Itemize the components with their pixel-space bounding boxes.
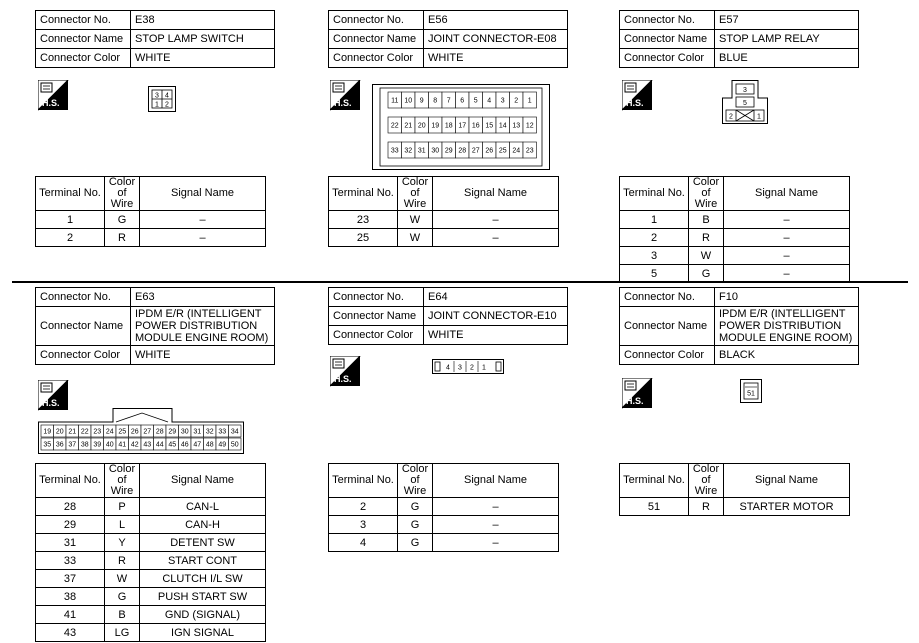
terminal-table-e56 bbox=[328, 176, 559, 247]
pin-label: 20 bbox=[55, 428, 64, 436]
svg-text:H.S.: H.S. bbox=[626, 98, 644, 108]
connector-name-value: IPDM E/R (INTELLIGENT POWER DISTRIBUTION MODULE ENGINE ROOM) bbox=[131, 307, 275, 346]
pin-label: 36 bbox=[55, 441, 64, 449]
table-row: 4 G – bbox=[329, 534, 559, 552]
connector-color-value: WHITE bbox=[424, 326, 568, 345]
pin-label: 28 bbox=[155, 428, 164, 436]
label-connector-color: Connector Color bbox=[620, 49, 715, 68]
label-connector-name: Connector Name bbox=[620, 30, 715, 49]
pin-label: 25 bbox=[498, 147, 507, 155]
pin-label: 4 bbox=[487, 97, 492, 105]
pin-label: 2 bbox=[729, 113, 733, 121]
table-row: 25 W – bbox=[329, 229, 559, 247]
pin-label: 8 bbox=[433, 97, 438, 105]
table-row: 38 G PUSH START SW bbox=[36, 588, 266, 606]
label-connector-no: Connector No. bbox=[329, 288, 424, 307]
signal-name-header: Signal Name bbox=[433, 177, 559, 211]
pin-label: 38 bbox=[80, 441, 89, 449]
wire-color-header: Color of Wire bbox=[105, 464, 140, 498]
terminal-table-e38 bbox=[35, 176, 266, 247]
pin-label: 9 bbox=[419, 97, 424, 105]
wire-color-header: Color of Wire bbox=[398, 177, 433, 211]
wire-color-header: Color of Wire bbox=[689, 177, 724, 211]
pin-label: 45 bbox=[168, 441, 177, 449]
label-connector-color: Connector Color bbox=[620, 346, 715, 365]
label-connector-no: Connector No. bbox=[620, 288, 715, 307]
wire-color-header: Color of Wire bbox=[105, 177, 140, 211]
pin-label: 7 bbox=[446, 97, 451, 105]
table-row: 3 G – bbox=[329, 516, 559, 534]
terminal-no-header: Terminal No. bbox=[329, 464, 398, 498]
section-divider bbox=[12, 281, 908, 283]
connector-info-f10 bbox=[619, 287, 859, 365]
table-row: 3 W – bbox=[620, 247, 850, 265]
signal-name-header: Signal Name bbox=[724, 464, 850, 498]
pin-label: 19 bbox=[43, 428, 52, 436]
pin-label: 23 bbox=[93, 428, 102, 436]
table-row: 37 W CLUTCH I/L SW bbox=[36, 570, 266, 588]
label-connector-color: Connector Color bbox=[36, 49, 131, 68]
pin-label: 41 bbox=[118, 441, 127, 449]
hs-symbol-icon bbox=[330, 356, 362, 397]
pin-label: 1 bbox=[757, 113, 761, 121]
svg-text:H.S.: H.S. bbox=[334, 374, 352, 384]
pin-label: 28 bbox=[458, 147, 467, 155]
connector-color-value: WHITE bbox=[131, 346, 275, 365]
table-row: 2 G – bbox=[329, 498, 559, 516]
connector-no-value: E57 bbox=[715, 11, 859, 30]
pin-label: 15 bbox=[485, 122, 494, 130]
pin-label: 3 bbox=[500, 97, 505, 105]
pin-label: 26 bbox=[485, 147, 494, 155]
table-row: 51 R STARTER MOTOR bbox=[620, 498, 850, 516]
connector-face-e38 bbox=[148, 86, 176, 112]
connector-name-value: STOP LAMP SWITCH bbox=[131, 30, 275, 49]
table-row: 23 W – bbox=[329, 211, 559, 229]
terminal-table-e63 bbox=[35, 463, 266, 642]
hs-symbol-icon bbox=[622, 80, 654, 121]
pin-label: 2 bbox=[470, 364, 474, 372]
pin-label: 44 bbox=[155, 441, 164, 449]
pin-label: 21 bbox=[68, 428, 77, 436]
label-connector-color: Connector Color bbox=[36, 346, 131, 365]
pin-label: 25 bbox=[118, 428, 127, 436]
label-connector-name: Connector Name bbox=[36, 307, 131, 346]
pin-label: 31 bbox=[417, 147, 426, 155]
pin-label: 29 bbox=[444, 147, 453, 155]
signal-name-header: Signal Name bbox=[724, 177, 850, 211]
label-connector-name: Connector Name bbox=[36, 30, 131, 49]
connector-info-e64 bbox=[328, 287, 568, 345]
label-connector-no: Connector No. bbox=[36, 11, 131, 30]
label-connector-name: Connector Name bbox=[329, 30, 424, 49]
pin-label: 42 bbox=[130, 441, 139, 449]
pin-label: 16 bbox=[471, 122, 480, 130]
signal-name-header: Signal Name bbox=[140, 177, 266, 211]
table-row: 2 R – bbox=[620, 229, 850, 247]
connector-no-value: E63 bbox=[131, 288, 275, 307]
svg-text:H.S.: H.S. bbox=[334, 98, 352, 108]
pin-label: 22 bbox=[80, 428, 89, 436]
connector-name-value: STOP LAMP RELAY bbox=[715, 30, 859, 49]
connector-no-value: E38 bbox=[131, 11, 275, 30]
label-connector-color: Connector Color bbox=[329, 49, 424, 68]
pin-label: 31 bbox=[193, 428, 202, 436]
pin-label: 5 bbox=[473, 97, 478, 105]
pin-label: 32 bbox=[205, 428, 214, 436]
pin-label: 10 bbox=[404, 97, 413, 105]
connector-color-value: BLACK bbox=[715, 346, 859, 365]
label-connector-name: Connector Name bbox=[620, 307, 715, 346]
hs-symbol-icon bbox=[38, 80, 70, 121]
pin-label: 3 bbox=[458, 364, 462, 372]
svg-text:H.S.: H.S. bbox=[42, 98, 60, 108]
pin-label: 27 bbox=[143, 428, 152, 436]
terminal-table-e57 bbox=[619, 176, 850, 283]
terminal-table-f10 bbox=[619, 463, 850, 516]
terminal-no-header: Terminal No. bbox=[329, 177, 398, 211]
svg-text:H.S.: H.S. bbox=[42, 398, 60, 408]
svg-text:H.S.: H.S. bbox=[626, 396, 644, 406]
pin-label: 30 bbox=[431, 147, 440, 155]
table-row: 1 G – bbox=[36, 211, 266, 229]
wire-color-header: Color of Wire bbox=[398, 464, 433, 498]
pin-label: 49 bbox=[218, 441, 227, 449]
pin-label: 4 bbox=[446, 364, 450, 372]
connector-no-value: E64 bbox=[424, 288, 568, 307]
pin-label: 50 bbox=[230, 441, 239, 449]
pin-label: 46 bbox=[180, 441, 189, 449]
table-row: 43 LG IGN SIGNAL bbox=[36, 624, 266, 642]
connector-color-value: WHITE bbox=[131, 49, 275, 68]
pin-label: 14 bbox=[498, 122, 507, 130]
connector-face-f10 bbox=[740, 379, 762, 403]
pin-label: 1 bbox=[482, 364, 486, 372]
connector-name-value: JOINT CONNECTOR-E10 bbox=[424, 307, 568, 326]
terminal-no-header: Terminal No. bbox=[36, 177, 105, 211]
connector-info-e63 bbox=[35, 287, 275, 365]
connector-name-value: IPDM E/R (INTELLIGENT POWER DISTRIBUTION MODULE ENGINE ROOM) bbox=[715, 307, 859, 346]
pin-label: 39 bbox=[93, 441, 102, 449]
pin-label: 33 bbox=[390, 147, 399, 155]
pin-label: 51 bbox=[747, 390, 755, 398]
connector-info-e56 bbox=[328, 10, 568, 68]
terminal-table-e64 bbox=[328, 463, 559, 552]
pin-label: 23 bbox=[525, 147, 534, 155]
pin-label: 37 bbox=[68, 441, 77, 449]
pin-label: 27 bbox=[471, 147, 480, 155]
pin-label: 24 bbox=[105, 428, 114, 436]
signal-name-header: Signal Name bbox=[140, 464, 266, 498]
label-connector-color: Connector Color bbox=[329, 326, 424, 345]
table-row: 28 P CAN-L bbox=[36, 498, 266, 516]
table-row: 5 G – bbox=[620, 265, 850, 283]
connector-color-value: BLUE bbox=[715, 49, 859, 68]
pin-label: 26 bbox=[130, 428, 139, 436]
pin-label: 1 bbox=[155, 101, 159, 109]
table-row: 41 B GND (SIGNAL) bbox=[36, 606, 266, 624]
pin-label: 5 bbox=[743, 100, 747, 107]
connector-color-value: WHITE bbox=[424, 49, 568, 68]
terminal-no-header: Terminal No. bbox=[620, 177, 689, 211]
signal-name-header: Signal Name bbox=[433, 464, 559, 498]
pin-label: 34 bbox=[230, 428, 239, 436]
pin-label: 22 bbox=[390, 122, 399, 130]
terminal-no-header: Terminal No. bbox=[620, 464, 689, 498]
hs-symbol-icon bbox=[622, 378, 654, 419]
pin-label: 48 bbox=[205, 441, 214, 449]
label-connector-no: Connector No. bbox=[620, 11, 715, 30]
connector-face-e56 bbox=[372, 84, 550, 170]
pin-label: 47 bbox=[193, 441, 202, 449]
pin-label: 11 bbox=[391, 97, 399, 105]
pin-label: 2 bbox=[165, 101, 169, 109]
table-row: 33 R START CONT bbox=[36, 552, 266, 570]
label-connector-no: Connector No. bbox=[329, 11, 424, 30]
pin-label: 20 bbox=[417, 122, 426, 130]
connector-no-value: E56 bbox=[424, 11, 568, 30]
pin-label: 33 bbox=[218, 428, 227, 436]
pin-label: 19 bbox=[431, 122, 440, 130]
pin-label: 21 bbox=[404, 122, 413, 130]
connector-face-e63 bbox=[38, 408, 244, 454]
pin-label: 2 bbox=[514, 97, 519, 105]
connector-name-value: JOINT CONNECTOR-E08 bbox=[424, 30, 568, 49]
table-row: 2 R – bbox=[36, 229, 266, 247]
connector-no-value: F10 bbox=[715, 288, 859, 307]
pin-label: 24 bbox=[512, 147, 521, 155]
pin-label: 6 bbox=[460, 97, 465, 105]
pin-label: 18 bbox=[444, 122, 453, 130]
label-connector-no: Connector No. bbox=[36, 288, 131, 307]
label-connector-name: Connector Name bbox=[329, 307, 424, 326]
pin-label: 13 bbox=[512, 122, 521, 130]
table-row: 1 B – bbox=[620, 211, 850, 229]
pin-label: 12 bbox=[525, 122, 534, 130]
pin-label: 30 bbox=[180, 428, 189, 436]
pin-label: 43 bbox=[143, 441, 152, 449]
hs-symbol-icon bbox=[330, 80, 362, 121]
connector-info-e57 bbox=[619, 10, 859, 68]
pin-label: 17 bbox=[458, 122, 467, 130]
wire-color-header: Color of Wire bbox=[689, 464, 724, 498]
pin-label: 29 bbox=[168, 428, 177, 436]
table-row: 29 L CAN-H bbox=[36, 516, 266, 534]
pin-label: 1 bbox=[527, 97, 532, 105]
connector-face-e64 bbox=[432, 359, 504, 374]
pin-label: 3 bbox=[155, 92, 159, 100]
pin-label: 35 bbox=[43, 441, 52, 449]
pin-label: 32 bbox=[404, 147, 413, 155]
terminal-no-header: Terminal No. bbox=[36, 464, 105, 498]
pin-label: 40 bbox=[105, 441, 114, 449]
pin-label: 3 bbox=[743, 87, 747, 94]
connector-info-e38 bbox=[35, 10, 275, 68]
pin-label: 4 bbox=[165, 92, 169, 100]
connector-face-e57 bbox=[722, 80, 768, 124]
table-row: 31 Y DETENT SW bbox=[36, 534, 266, 552]
